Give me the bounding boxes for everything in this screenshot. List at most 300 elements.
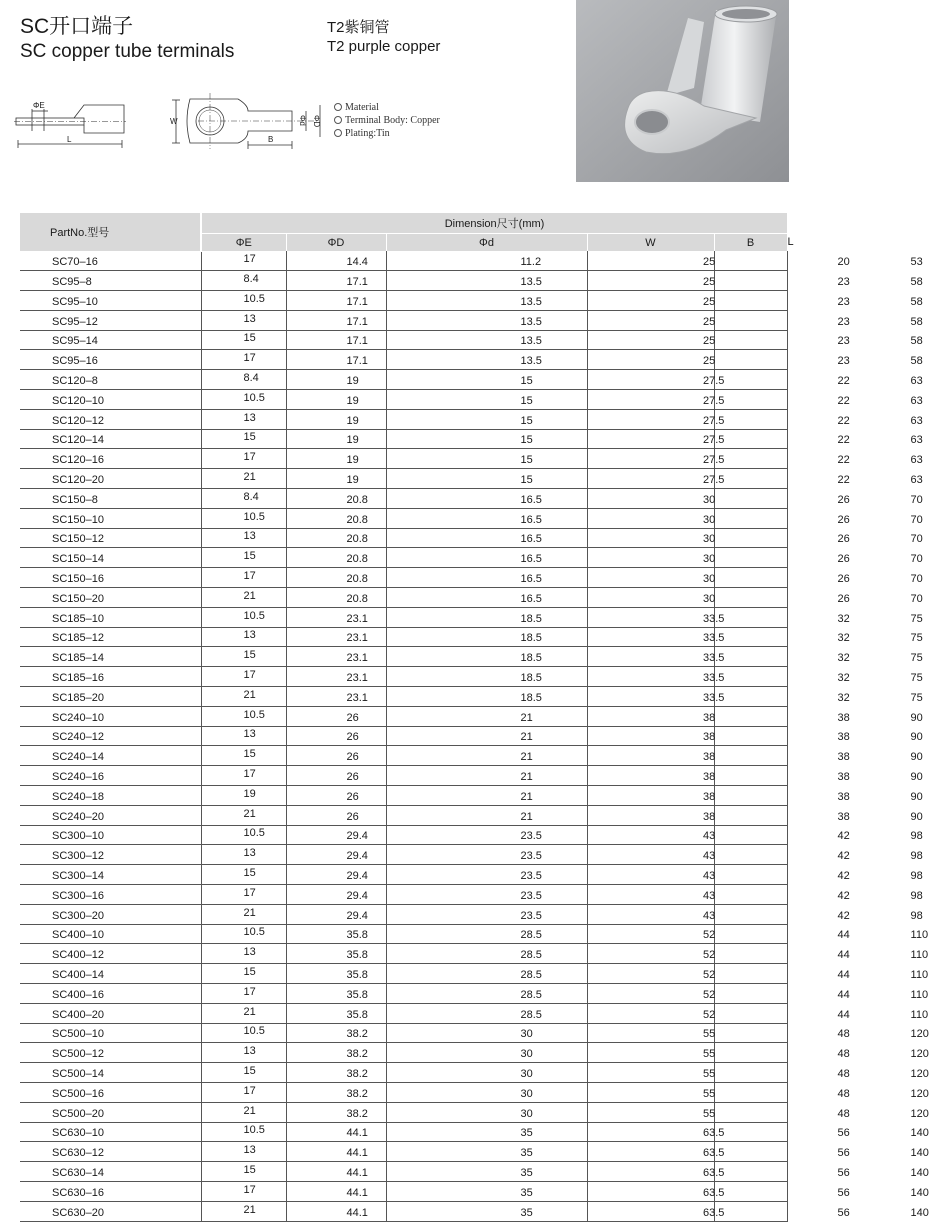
table-row: SC120–16 17 19 15 27.5 22 63 [20, 449, 787, 469]
dimension-cell: 32 [714, 607, 787, 627]
part-number-cell: SC400–20 [20, 1003, 201, 1023]
part-number-cell: SC120–10 [20, 390, 201, 410]
part-number-cell: SC400–16 [20, 983, 201, 1003]
dimension-cell: 17 [201, 1181, 286, 1201]
dimension-cell: 10.5 [201, 291, 286, 311]
part-number-cell: SC630–12 [20, 1142, 201, 1162]
part-number-cell: SC95–10 [20, 291, 201, 311]
dimension-cell: 26 [714, 508, 787, 528]
dimension-cell: 15 [201, 1063, 286, 1083]
dimension-cell: 22 [714, 469, 787, 489]
table-row: SC500–10 10.5 38.2 30 55 48 120 [20, 1023, 787, 1043]
dimension-cell: 35.8 [286, 924, 386, 944]
dimension-cell: 35 [386, 1201, 587, 1221]
dimension-cell: 17 [201, 568, 286, 588]
part-number-cell: SC185–14 [20, 647, 201, 667]
dimension-cell: 56 [714, 1122, 787, 1142]
dimension-cell: 38 [587, 706, 714, 726]
dimension-cell: 42 [714, 904, 787, 924]
dimension-cell: 30 [587, 528, 714, 548]
dimension-cell: 44 [714, 924, 787, 944]
table-row: SC185–16 17 23.1 18.5 33.5 32 75 [20, 667, 787, 687]
table-row: SC500–20 21 38.2 30 55 48 120 [20, 1102, 787, 1122]
dimension-cell: 17 [201, 766, 286, 786]
table-row: SC95–10 10.5 17.1 13.5 25 23 58 [20, 291, 787, 311]
page-title-en: SC copper tube terminals [20, 41, 235, 62]
dimension-cell: 23.1 [286, 647, 386, 667]
circle-bullet-icon [334, 103, 342, 111]
dimension-cell: 25 [587, 330, 714, 350]
dimension-cell: 38.2 [286, 1102, 386, 1122]
part-number-cell: SC500–12 [20, 1043, 201, 1063]
dimension-cell: 13 [201, 726, 286, 746]
part-number-cell: SC240–20 [20, 805, 201, 825]
dimension-cell: 18.5 [386, 647, 587, 667]
part-number-cell: SC300–12 [20, 845, 201, 865]
dimension-cell: 43 [587, 865, 714, 885]
legend-item: Plating:Tin [334, 127, 440, 140]
table-row: SC630–20 21 44.1 35 63.5 56 140 [20, 1201, 787, 1221]
dimension-cell: 20.8 [286, 548, 386, 568]
dimension-cell: 26 [714, 548, 787, 568]
dimension-cell: 42 [714, 845, 787, 865]
dimension-cell: 32 [714, 647, 787, 667]
dimension-cell: 25 [587, 291, 714, 311]
column-header: ΦD [286, 234, 386, 252]
column-header: ΦE [201, 234, 286, 252]
dimension-cell: 22 [714, 390, 787, 410]
spec-table-body [20, 251, 929, 1221]
dimension-cell: 15 [201, 548, 286, 568]
dimension-cell: 18.5 [386, 687, 587, 707]
header-dimension: Dimension尺寸(mm) [201, 213, 787, 234]
dimension-cell: 63.5 [587, 1201, 714, 1221]
dimension-cell: 13.5 [386, 291, 587, 311]
dimension-cell: 10.5 [201, 390, 286, 410]
part-number-cell: SC400–10 [20, 924, 201, 944]
dimension-cell: 35.8 [286, 964, 386, 984]
part-number-cell: SC500–16 [20, 1082, 201, 1102]
dimension-cell: 63.5 [587, 1142, 714, 1162]
part-number-cell: SC150–10 [20, 508, 201, 528]
dimension-cell: 23 [714, 330, 787, 350]
dimension-cell: 38 [714, 786, 787, 806]
table-row: SC630–12 13 44.1 35 63.5 56 140 [20, 1142, 787, 1162]
part-number-cell: SC300–20 [20, 904, 201, 924]
dimension-cell: 23.5 [386, 825, 587, 845]
table-row: SC630–14 15 44.1 35 63.5 56 140 [20, 1162, 787, 1182]
dimension-cell: 27.5 [587, 449, 714, 469]
dimension-cell: 17 [201, 885, 286, 905]
table-row: SC120–20 21 19 15 27.5 22 63 [20, 469, 787, 489]
circle-bullet-icon [334, 129, 342, 137]
table-row: SC240–10 10.5 26 21 38 38 90 [20, 706, 787, 726]
dimension-cell: 16.5 [386, 528, 587, 548]
dimension-cell: 16.5 [386, 508, 587, 528]
dimension-cell: 22 [714, 370, 787, 390]
dimension-cell: 17 [201, 449, 286, 469]
dimension-cell: 26 [714, 568, 787, 588]
table-row: SC400–10 10.5 35.8 28.5 52 44 110 [20, 924, 787, 944]
table-row: SC500–16 17 38.2 30 55 48 120 [20, 1082, 787, 1102]
part-number-cell: SC630–10 [20, 1122, 201, 1142]
part-number-cell: SC630–16 [20, 1181, 201, 1201]
label-phi-d-small: Φd [298, 115, 307, 126]
table-row: SC150–12 13 20.8 16.5 30 26 70 [20, 528, 787, 548]
dimension-cell: 23.1 [286, 627, 386, 647]
part-number-cell: SC300–14 [20, 865, 201, 885]
table-row: SC400–16 17 35.8 28.5 52 44 110 [20, 983, 787, 1003]
dimension-cell: 15 [201, 746, 286, 766]
table-row: SC95–12 13 17.1 13.5 25 23 58 [20, 310, 787, 330]
dimension-cell: 15 [386, 409, 587, 429]
dimension-cell: 15 [201, 647, 286, 667]
dimension-cell: 29.4 [286, 885, 386, 905]
dimension-cell: 15 [201, 1162, 286, 1182]
circle-bullet-icon [334, 116, 342, 124]
dimension-cell: 48 [714, 1043, 787, 1063]
dimension-cell: 42 [714, 825, 787, 845]
dimension-cell: 13 [201, 528, 286, 548]
label-b: B [268, 135, 274, 144]
dimension-cell: 17.1 [286, 310, 386, 330]
dimension-cell: 25 [587, 350, 714, 370]
dimension-cell: 17 [201, 667, 286, 687]
dimension-cell: 27.5 [587, 409, 714, 429]
dimension-cell: 21 [386, 805, 587, 825]
dimension-cell: 10.5 [201, 1122, 286, 1142]
dimension-cell: 38 [587, 805, 714, 825]
label-w: W [170, 117, 178, 126]
dimension-cell: 27.5 [587, 469, 714, 489]
dimension-cell: 35 [386, 1122, 587, 1142]
part-number-cell: SC150–12 [20, 528, 201, 548]
dimension-cell: 21 [386, 726, 587, 746]
dimension-cell: 17 [201, 350, 286, 370]
dimension-cell: 30 [386, 1102, 587, 1122]
dimension-cell: 44.1 [286, 1142, 386, 1162]
table-row: SC95–8 8.4 17.1 13.5 25 23 58 [20, 271, 787, 291]
table-row: SC185–10 10.5 23.1 18.5 33.5 32 75 [20, 607, 787, 627]
table-row: SC400–20 21 35.8 28.5 52 44 110 [20, 1003, 787, 1023]
part-number-cell: SC240–14 [20, 746, 201, 766]
part-number-cell: SC120–20 [20, 469, 201, 489]
dimension-cell: 38 [587, 746, 714, 766]
dimension-cell: 10.5 [201, 825, 286, 845]
part-number-cell: SC185–12 [20, 627, 201, 647]
table-row: SC630–16 17 44.1 35 63.5 56 140 [20, 1181, 787, 1201]
dimension-cell: 19 [286, 449, 386, 469]
dimension-cell: 44.1 [286, 1181, 386, 1201]
dimension-cell: 30 [386, 1082, 587, 1102]
dimension-cell: 16.5 [386, 588, 587, 608]
table-row: SC185–12 13 23.1 18.5 33.5 32 75 [20, 627, 787, 647]
dimension-cell: 30 [587, 489, 714, 509]
dimension-cell: 26 [286, 805, 386, 825]
part-number-cell: SC185–20 [20, 687, 201, 707]
table-row: SC240–14 15 26 21 38 38 90 [20, 746, 787, 766]
dimension-cell: 23 [714, 271, 787, 291]
table-row: SC150–8 8.4 20.8 16.5 30 26 70 [20, 489, 787, 509]
dimension-cell: 23.5 [386, 885, 587, 905]
dimension-cell: 28.5 [386, 964, 587, 984]
dimension-cell: 8.4 [201, 370, 286, 390]
dimension-cell: 56 [714, 1181, 787, 1201]
dimension-cell: 63.5 [587, 1162, 714, 1182]
dimension-cell: 14.4 [286, 251, 386, 271]
dimension-cell: 13 [201, 1043, 286, 1063]
dimension-cell: 19 [286, 469, 386, 489]
dimension-cell: 15 [386, 370, 587, 390]
dimension-cell: 20.8 [286, 568, 386, 588]
table-row: SC120–12 13 19 15 27.5 22 63 [20, 409, 787, 429]
part-number-cell: SC240–12 [20, 726, 201, 746]
dimension-cell: 17 [201, 1082, 286, 1102]
dimension-cell: 30 [386, 1043, 587, 1063]
dimension-cell: 38.2 [286, 1043, 386, 1063]
dimension-cell: 26 [286, 766, 386, 786]
dimension-cell: 56 [714, 1162, 787, 1182]
dimension-cell: 38 [714, 746, 787, 766]
dimension-cell: 52 [587, 924, 714, 944]
dimension-cell: 18.5 [386, 667, 587, 687]
dimension-cell: 17.1 [286, 271, 386, 291]
dimension-cell: 26 [714, 528, 787, 548]
dimension-cell: 26 [286, 786, 386, 806]
dimension-cell: 21 [201, 1201, 286, 1221]
dimension-cell: 35 [386, 1162, 587, 1182]
column-header-row: ΦE ΦD Φd W B L [20, 234, 787, 252]
part-number-cell: SC150–8 [20, 489, 201, 509]
dimension-cell: 29.4 [286, 845, 386, 865]
table-row: SC240–20 21 26 21 38 38 90 [20, 805, 787, 825]
part-number-cell: SC630–14 [20, 1162, 201, 1182]
dimension-cell: 29.4 [286, 825, 386, 845]
table-row: SC240–18 19 26 21 38 38 90 [20, 786, 787, 806]
dimension-cell: 52 [587, 964, 714, 984]
dimension-cell: 21 [201, 469, 286, 489]
dimension-cell: 10.5 [201, 607, 286, 627]
table-row: SC240–12 13 26 21 38 38 90 [20, 726, 787, 746]
dimension-cell: 21 [201, 1003, 286, 1023]
table-row: SC300–12 13 29.4 23.5 43 42 98 [20, 845, 787, 865]
header-part-no: PartNo.型号 [20, 213, 201, 251]
terminal-lug-image [576, 0, 789, 182]
dimension-cell: 21 [201, 805, 286, 825]
column-header: W [587, 234, 714, 252]
dimension-cell: 55 [587, 1023, 714, 1043]
dimension-cell: 17 [201, 983, 286, 1003]
part-number-cell: SC95–16 [20, 350, 201, 370]
dimension-cell: 30 [587, 548, 714, 568]
dimension-cell: 20.8 [286, 489, 386, 509]
dimension-cell: 33.5 [587, 607, 714, 627]
dimension-cell: 13 [201, 627, 286, 647]
part-number-cell: SC120–14 [20, 429, 201, 449]
table-row: SC300–14 15 29.4 23.5 43 42 98 [20, 865, 787, 885]
dimension-cell: 21 [386, 766, 587, 786]
table-row: SC120–8 8.4 19 15 27.5 22 63 [20, 370, 787, 390]
material-title-cn: T2紫铜管 [327, 19, 390, 36]
part-number-cell: SC240–16 [20, 766, 201, 786]
dimension-cell: 29.4 [286, 865, 386, 885]
table-row: SC120–14 15 19 15 27.5 22 63 [20, 429, 787, 449]
table-row: SC300–10 10.5 29.4 23.5 43 42 98 [20, 825, 787, 845]
dimension-cell: 26 [286, 746, 386, 766]
dimension-cell: 30 [587, 588, 714, 608]
part-number-cell: SC500–14 [20, 1063, 201, 1083]
table-row: SC95–14 15 17.1 13.5 25 23 58 [20, 330, 787, 350]
part-number-cell: SC70–16 [20, 251, 201, 271]
legend-item: Terminal Body: Copper [334, 114, 440, 127]
dimension-cell: 16.5 [386, 548, 587, 568]
dimension-cell: 52 [587, 944, 714, 964]
dimension-cell: 38.2 [286, 1063, 386, 1083]
table-row: SC150–14 15 20.8 16.5 30 26 70 [20, 548, 787, 568]
dimension-cell: 42 [714, 885, 787, 905]
dimension-cell: 44 [714, 983, 787, 1003]
part-number-cell: SC400–14 [20, 964, 201, 984]
dimension-cell: 21 [386, 746, 587, 766]
dimension-cell: 15 [386, 429, 587, 449]
table-row: SC630–10 10.5 44.1 35 63.5 56 140 [20, 1122, 787, 1142]
dimension-cell: 26 [286, 726, 386, 746]
material-legend [334, 101, 440, 140]
table-row: SC500–14 15 38.2 30 55 48 120 [20, 1063, 787, 1083]
part-number-cell: SC400–12 [20, 944, 201, 964]
dimension-cell: 29.4 [286, 904, 386, 924]
part-number-cell: SC500–20 [20, 1102, 201, 1122]
table-row: SC185–20 21 23.1 18.5 33.5 32 75 [20, 687, 787, 707]
dimension-cell: 26 [714, 489, 787, 509]
dimension-cell: 15 [201, 330, 286, 350]
dimension-cell: 13.5 [386, 330, 587, 350]
dimension-cell: 32 [714, 667, 787, 687]
dimension-cell: 21 [201, 687, 286, 707]
dimension-cell: 48 [714, 1102, 787, 1122]
material-title-en: T2 purple copper [327, 38, 441, 55]
dimension-cell: 23.5 [386, 845, 587, 865]
dimension-cell: 44 [714, 964, 787, 984]
dimension-cell: 30 [386, 1023, 587, 1043]
dimension-cell: 44.1 [286, 1162, 386, 1182]
part-number-cell: SC95–12 [20, 310, 201, 330]
dimension-cell: 16.5 [386, 489, 587, 509]
column-header: B [714, 234, 787, 252]
dimension-cell: 43 [587, 845, 714, 865]
dimension-cell: 44 [714, 1003, 787, 1023]
dimension-cell: 23 [714, 291, 787, 311]
label-phi-e: ΦE [33, 101, 45, 110]
label-l: L [67, 135, 72, 144]
dimension-cell: 38 [587, 726, 714, 746]
dimension-cell: 38 [714, 706, 787, 726]
dimension-cell: 19 [286, 370, 386, 390]
dimension-cell: 26 [286, 706, 386, 726]
dimension-cell: 28.5 [386, 1003, 587, 1023]
dimension-cell: 16.5 [386, 568, 587, 588]
dimension-cell: 21 [386, 786, 587, 806]
dimension-cell: 33.5 [587, 647, 714, 667]
dimension-cell: 55 [587, 1063, 714, 1083]
part-number-cell: SC240–18 [20, 786, 201, 806]
part-number-cell: SC120–8 [20, 370, 201, 390]
dimension-cell: 55 [587, 1102, 714, 1122]
dimension-cell: 52 [587, 983, 714, 1003]
table-row: SC70–16 17 14.4 11.2 25 20 53 [20, 251, 787, 271]
dimension-cell: 15 [201, 865, 286, 885]
part-number-cell: SC300–16 [20, 885, 201, 905]
table-row: SC240–16 17 26 21 38 38 90 [20, 766, 787, 786]
label-phi-d-big: ΦD [312, 115, 321, 128]
dimension-cell: 8.4 [201, 271, 286, 291]
dimension-cell: 35.8 [286, 983, 386, 1003]
part-number-cell: SC185–10 [20, 607, 201, 627]
legend-item: Material [334, 101, 440, 114]
dimension-cell: 10.5 [201, 706, 286, 726]
dimension-cell: 17 [201, 251, 286, 271]
dimension-cell: 38 [714, 726, 787, 746]
dimension-cell: 55 [587, 1082, 714, 1102]
dimension-cell: 48 [714, 1082, 787, 1102]
spec-table [20, 213, 929, 1222]
dimension-cell: 17.1 [286, 330, 386, 350]
table-row: SC300–20 21 29.4 23.5 43 42 98 [20, 904, 787, 924]
dimension-cell: 21 [386, 706, 587, 726]
part-number-cell: SC95–14 [20, 330, 201, 350]
part-number-cell: SC150–20 [20, 588, 201, 608]
part-number-cell: SC120–12 [20, 409, 201, 429]
table-row: SC400–12 13 35.8 28.5 52 44 110 [20, 944, 787, 964]
dimension-cell: 25 [587, 251, 714, 271]
column-header: Φd [386, 234, 587, 252]
dimension-cell: 33.5 [587, 687, 714, 707]
part-number-cell: SC95–8 [20, 271, 201, 291]
table-row: SC500–12 13 38.2 30 55 48 120 [20, 1043, 787, 1063]
dimension-cell: 56 [714, 1201, 787, 1221]
dimension-cell: 20 [714, 251, 787, 271]
dimension-cell: 38.2 [286, 1023, 386, 1043]
dimension-cell: 27.5 [587, 429, 714, 449]
dimension-cell: 19 [286, 409, 386, 429]
part-number-cell: SC300–10 [20, 825, 201, 845]
dimension-cell: 38 [587, 786, 714, 806]
dimension-cell: 21 [201, 904, 286, 924]
dimension-cell: 52 [587, 1003, 714, 1023]
dimension-cell: 13 [201, 1142, 286, 1162]
dimension-cell: 33.5 [587, 627, 714, 647]
dimension-cell: 19 [286, 429, 386, 449]
dimension-cell: 13 [201, 409, 286, 429]
dimension-cell: 38 [714, 766, 787, 786]
dimension-cell: 22 [714, 429, 787, 449]
dimension-cell: 21 [201, 1102, 286, 1122]
dimension-cell: 43 [587, 885, 714, 905]
dimension-cell: 21 [201, 588, 286, 608]
dimension-cell: 56 [714, 1142, 787, 1162]
dimension-cell: 42 [714, 865, 787, 885]
part-number-cell: SC150–16 [20, 568, 201, 588]
dimension-cell: 15 [201, 429, 286, 449]
dimension-cell: 48 [714, 1023, 787, 1043]
table-row: SC95–16 17 17.1 13.5 25 23 58 [20, 350, 787, 370]
dimension-cell: 18.5 [386, 607, 587, 627]
table-row: SC150–10 10.5 20.8 16.5 30 26 70 [20, 508, 787, 528]
dimension-cell: 13.5 [386, 350, 587, 370]
dimension-cell: 15 [386, 390, 587, 410]
dimension-cell: 18.5 [386, 627, 587, 647]
dimension-cell: 30 [587, 508, 714, 528]
